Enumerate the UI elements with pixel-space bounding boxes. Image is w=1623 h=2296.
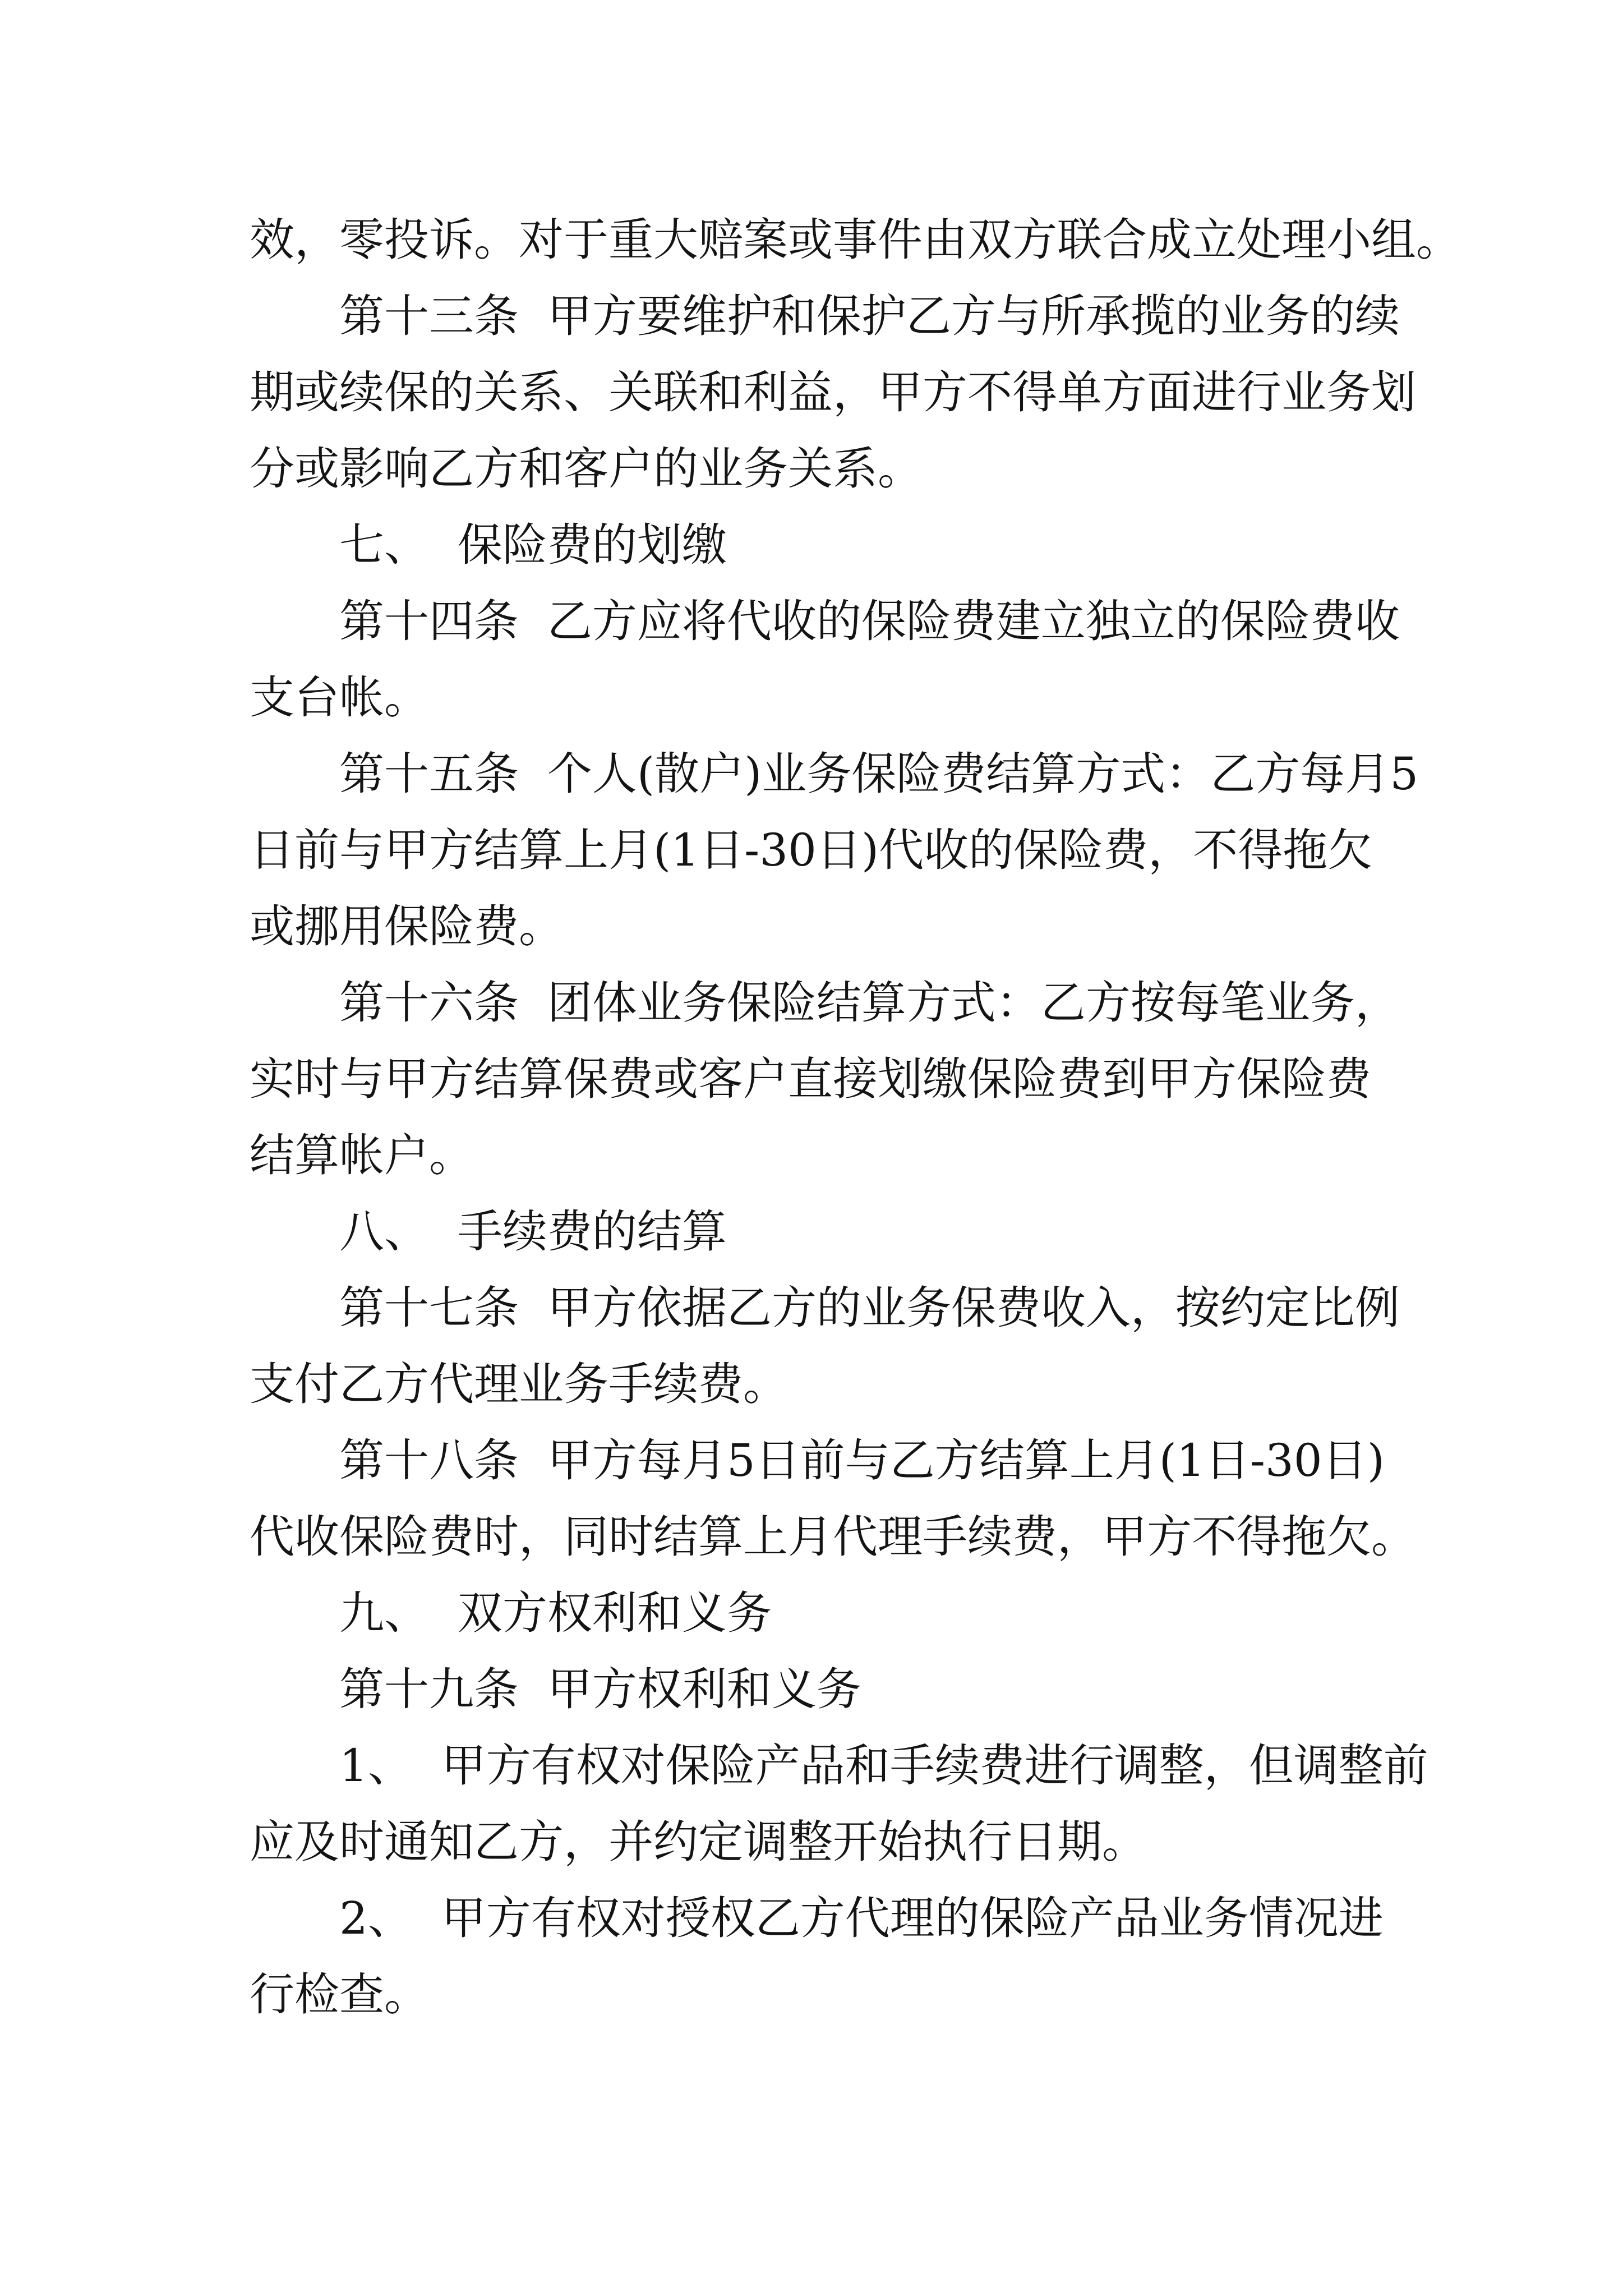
article-16-line: 第十六条 团体业务保险结算方式：乙方按每笔业务， [339,977,1400,1029]
section-heading-7: 七、 保险费的划缴 [339,519,727,571]
text-line: 分或影响乙方和客户的业务关系。 [250,443,923,495]
list-item-2-line: 2、 甲方有权对授权乙方代理的保险产品业务情况进 [339,1892,1384,1944]
text-line: 支付乙方代理业务手续费。 [250,1358,788,1410]
article-13-line: 第十三条 甲方要维护和保护乙方与所承揽的业务的续 [339,290,1400,342]
list-item-1-line: 1、 甲方有权对保险产品和手续费进行调整，但调整前 [339,1740,1428,1792]
article-15-line: 第十五条 个人(散户)业务保险费结算方式：乙方每月5 [339,748,1419,800]
text-line: 实时与甲方结算保费或客户直接划缴保险费到甲方保险费 [250,1053,1371,1105]
article-19-line: 第十九条 甲方权利和义务 [339,1663,861,1715]
text-line: 日前与甲方结算上月(1日-30日)代收的保险费，不得拖欠 [250,824,1373,876]
text-line: 结算帐户。 [250,1129,474,1181]
article-14-line: 第十四条 乙方应将代收的保险费建立独立的保险费收 [339,595,1400,647]
document-body [250,202,1461,2033]
text-line: 应及时通知乙方，并约定调整开始执行日期。 [250,1816,1147,1868]
text-line: 行检查。 [250,1968,429,2021]
article-18-line: 第十八条 甲方每月5日前与乙方结算上月(1日-30日) [339,1434,1385,1487]
article-17-line: 第十七条 甲方依据乙方的业务保费收入，按约定比例 [339,1282,1400,1334]
text-line: 或挪用保险费。 [250,900,564,953]
section-heading-9: 九、 双方权利和义务 [339,1587,772,1639]
text-line: 效，零投诉。对于重大赔案或事件由双方联合成立处理小组。 [250,214,1461,266]
text-line: 期或续保的关系、关联和利益，甲方不得单方面进行业务划 [250,366,1416,418]
text-line: 代收保险费时，同时结算上月代理手续费，甲方不得拖欠。 [250,1511,1416,1563]
text-line: 支台帐。 [250,671,429,724]
section-heading-8: 八、 手续费的结算 [339,1205,727,1258]
